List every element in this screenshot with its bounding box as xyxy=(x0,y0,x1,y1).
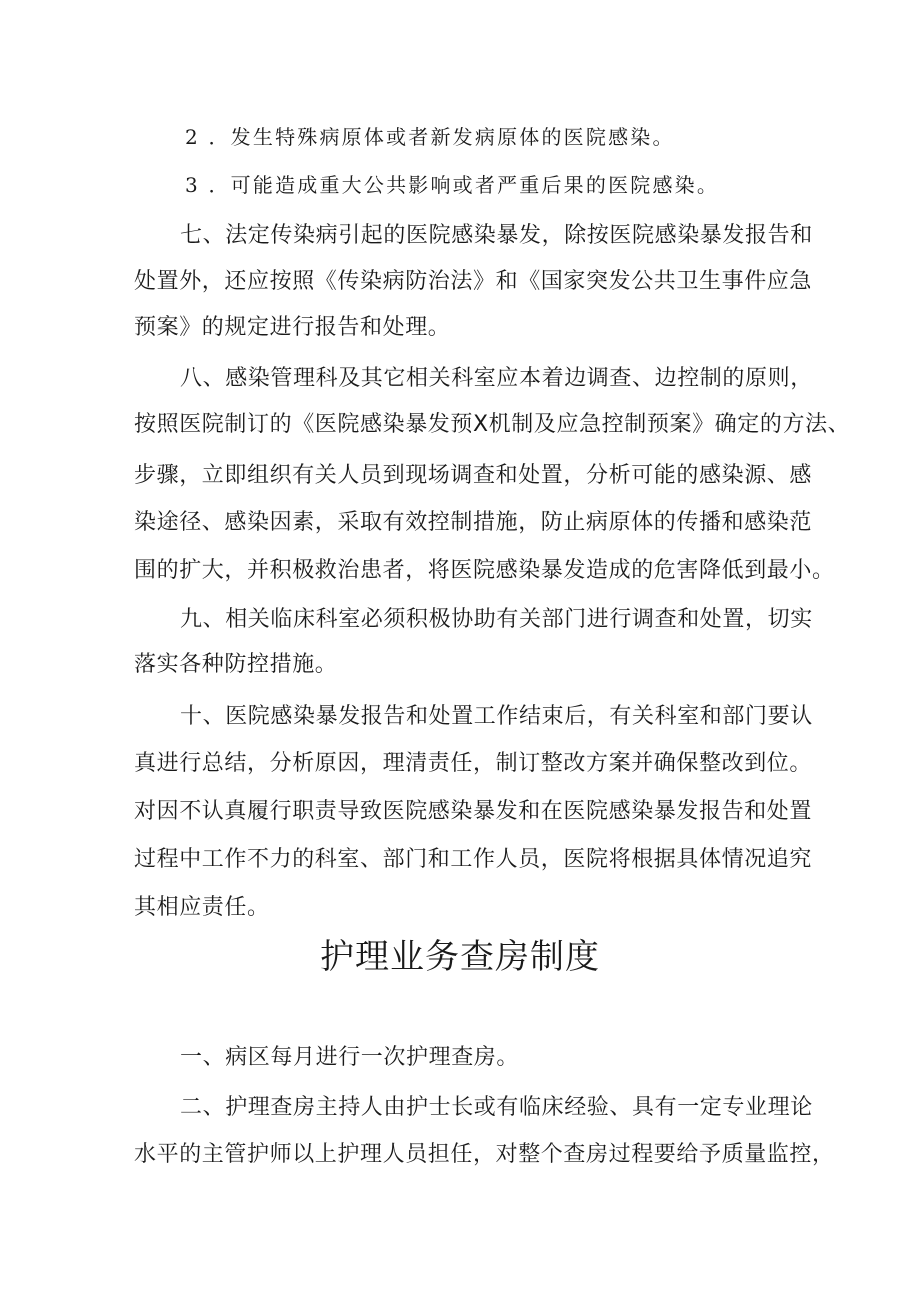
paragraph-8-line-4: 染途径、感染因素，采取有效控制措施，防止病原体的传播和感染范 xyxy=(134,510,813,535)
paragraph-7-line-3: 预案》的规定进行报告和处理。 xyxy=(134,315,451,340)
list-item-3: 3 ．可能造成重大公共影响或者严重后果的医院感染。 xyxy=(185,173,720,197)
section2-paragraph-2-line-2: 水平的主管护师以上护理人员担任，对整个查房过程要给予质量监控， xyxy=(134,1142,835,1167)
paragraph-8-line-2: 按照医院制订的《医院感染暴发预X机制及应急控制预案》确定的方法、 xyxy=(134,412,851,437)
paragraph-10-line-3: 对因不认真履行职责导致医院感染暴发和在医院感染暴发报告和处置 xyxy=(134,799,813,824)
paragraph-8-line-3: 步骤，立即组织有关人员到现场调查和处置，分析可能的感染源、感 xyxy=(134,463,813,488)
list-item-2: 2 ．发生特殊病原体或者新发病原体的医院感染。 xyxy=(185,125,675,149)
section-title: 护理业务查房制度 xyxy=(320,937,600,977)
paragraph-10-line-5: 其相应责任。 xyxy=(134,895,270,920)
paragraph-7-line-2: 处置外，还应按照《传染病防治法》和《国家突发公共卫生事件应急 xyxy=(134,269,813,294)
section2-paragraph-1: 一、病区每月进行一次护理查房。 xyxy=(180,1045,520,1070)
paragraph-10-line-4: 过程中工作不力的科室、部门和工作人员，医院将根据具体情况追究 xyxy=(134,847,813,872)
paragraph-8-line-1: 八、感染管理科及其它相关科室应本着边调查、边控制的原则， xyxy=(180,366,813,391)
paragraph-9-line-1: 九、相关临床科室必须积极协助有关部门进行调查和处置，切实 xyxy=(180,607,813,632)
paragraph-10-line-1: 十、医院感染暴发报告和处置工作结束后，有关科室和部门要认 xyxy=(180,704,813,729)
paragraph-8-line-5: 围的扩大，并积极救治患者，将医院感染暴发造成的危害降低到最小。 xyxy=(134,558,835,583)
paragraph-9-line-2: 落实各种防控措施。 xyxy=(134,652,338,677)
paragraph-10-line-2: 真进行总结，分析原因，理清责任，制订整改方案并确保整改到位。 xyxy=(134,751,813,776)
paragraph-7-line-1: 七、法定传染病引起的医院感染暴发，除按医院感染暴发报告和 xyxy=(180,223,813,248)
section2-paragraph-2-line-1: 二、护理查房主持人由护士长或有临床经验、具有一定专业理论 xyxy=(180,1095,813,1120)
